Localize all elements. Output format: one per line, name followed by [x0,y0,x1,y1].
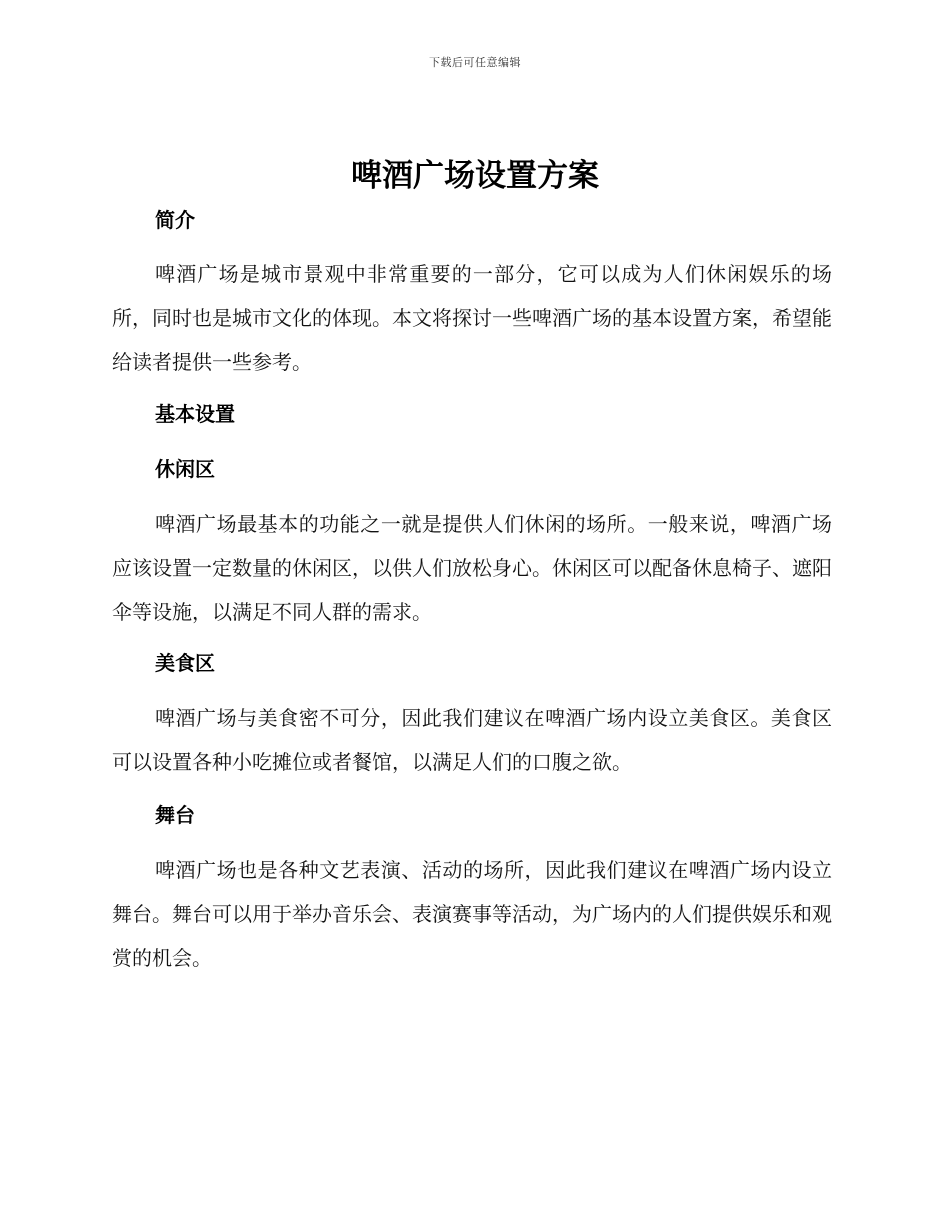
section-heading-intro: 简介 [155,208,195,232]
section-paragraph-food-area: 啤酒广场与美食密不可分，因此我们建议在啤酒广场内设立美食区。美食区可以设置各种小吃摊位或者餐馆，以满足人们的口腹之欲。 [112,706,832,774]
section-heading-basic-settings: 基本设置 [155,402,235,426]
page-header-note: 下载后可任意编辑 [429,56,521,69]
section-heading-food-area: 美食区 [155,651,215,675]
section-heading-leisure-area: 休闲区 [155,457,215,481]
section-heading-stage: 舞台 [155,803,195,827]
section-paragraph-stage: 啤酒广场也是各种文艺表演、活动的场所，因此我们建议在啤酒广场内设立舞台。舞台可以用于举办音乐会、表演赛事等活动，为广场内的人们提供娱乐和观赏的机会。 [112,858,832,970]
document-title: 啤酒广场设置方案 [351,158,599,194]
section-paragraph-leisure-area: 啤酒广场最基本的功能之一就是提供人们休闲的场所。一般来说，啤酒广场应该设置一定数量的休闲区，以供人们放松身心。休闲区可以配备休息椅子、遮阳伞等设施，以满足不同人群的需求。 [112,512,832,624]
section-paragraph-intro: 啤酒广场是城市景观中非常重要的一部分，它可以成为人们休闲娱乐的场所，同时也是城市文化的体现。本文将探讨一些啤酒广场的基本设置方案，希望能给读者提供一些参考。 [112,262,832,374]
